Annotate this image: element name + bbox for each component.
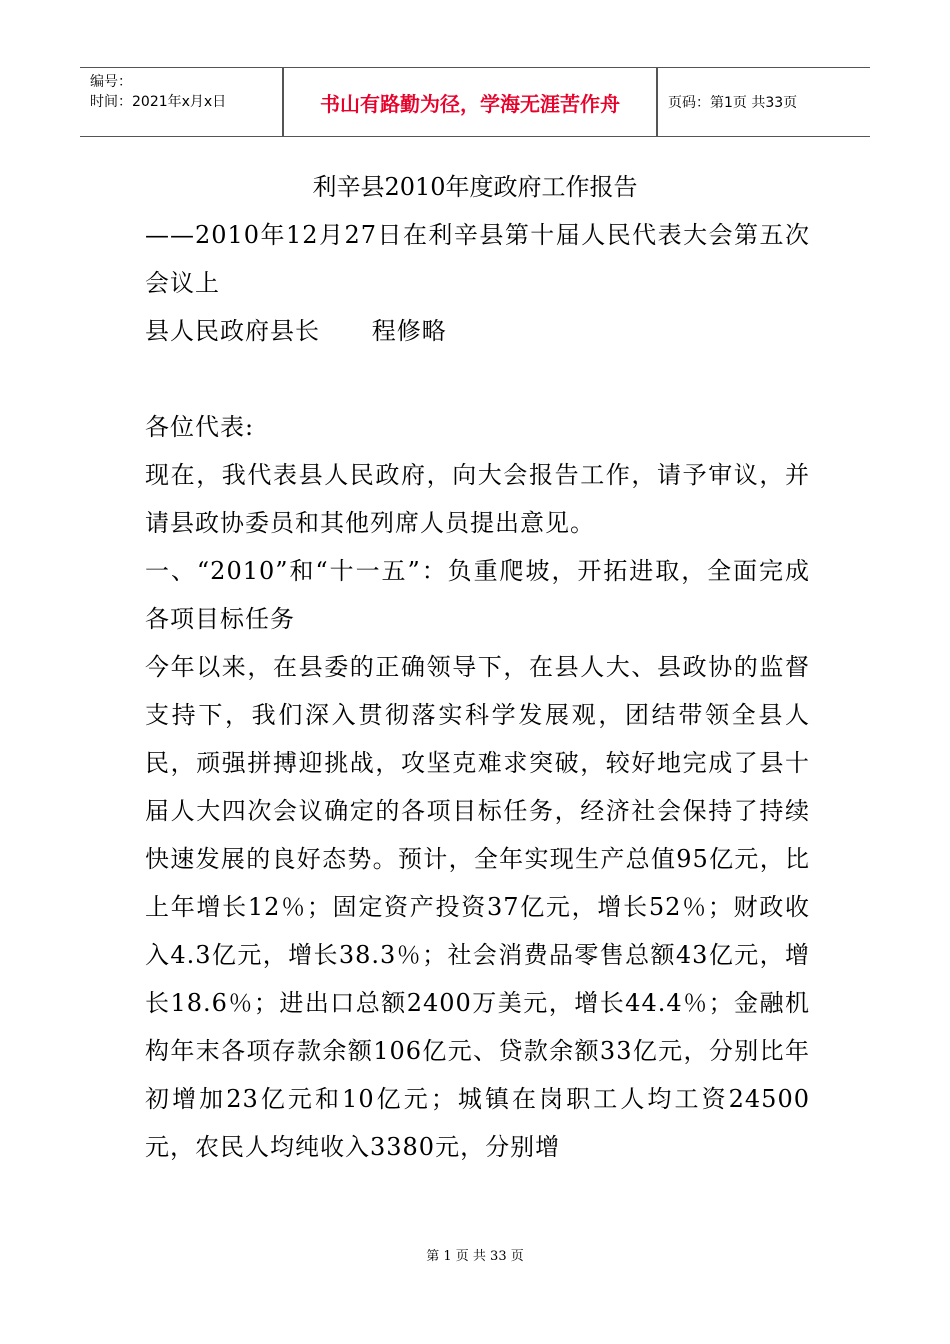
section-heading: 一、“2010”和“十一五”：负重爬坡，开拓进取，全面完成各项目标任务 [145, 557, 810, 633]
salutation: 各位代表: [145, 413, 255, 441]
document-body [145, 211, 810, 1171]
header-meta [90, 72, 226, 112]
document-number-label: 编号： [90, 74, 132, 90]
document-subtitle: ——2010年12月27日在利辛县第十届人民代表大会第五次会议上 [145, 221, 810, 297]
page-header [80, 67, 870, 137]
speaker-line: 县人民政府县长 程修略 [145, 317, 447, 345]
document-date-label: 时间：2021年x月x日 [90, 94, 227, 110]
header-divider [656, 68, 658, 136]
document-title: 利辛县2010年度政府工作报告 [312, 173, 638, 201]
paragraph: 今年以来，在县委的正确领导下，在县人大、县政协的监督支持下，我们深入贯彻落实科学发展观，团结带领全县人民，顽强拼搏迎挑战，攻坚克难求突破，较好地完成了县十届人大四次会议确定的各项目标任务，经济社会保持了持续快速发展的良好态势。预计，全年实现生产总值95亿元，比上年增长12％；固定资产投资37亿元，增长52％；财政收入4.3亿元，增长38.3％；社会消费品零售总额43亿元，增长18.6％；进出口总额2400万美元，增长44.4％；金融机构年末各项存款余额106亿元、贷款余额33亿元，分别比年初增加23亿元和10亿元；城镇在岗职工人均工资24500元，农民人均纯收入3380元，分别增 [145, 653, 810, 1161]
header-motto: 书山有路勤为径，学海无涯苦作舟 [320, 91, 620, 116]
paragraph: 现在，我代表县人民政府，向大会报告工作，请予审议，并请县政协委员和其他列席人员提出意见。 [145, 461, 810, 537]
page-footer: 第 1 页 共 33 页 [426, 1249, 524, 1264]
blank-line [145, 355, 810, 403]
header-page-info: 页码：第1页 共33页 [668, 95, 798, 111]
